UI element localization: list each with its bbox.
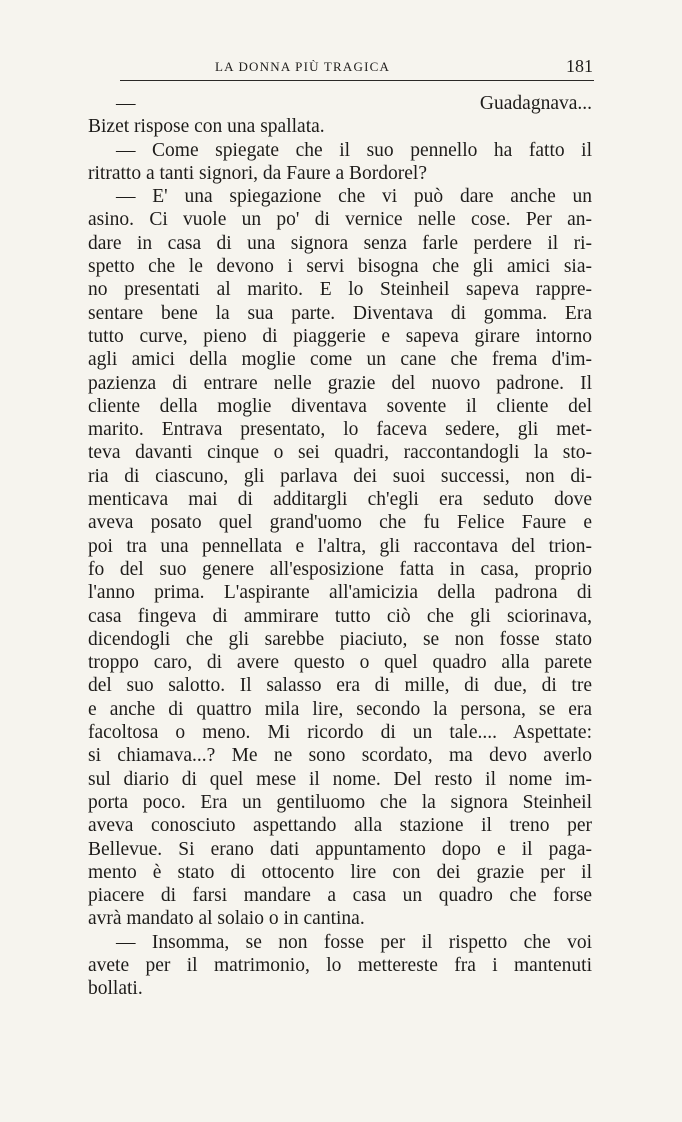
text-line: l'anno prima. L'aspirante all'amicizia della padrona di [88,582,592,604]
text-line: aveva conosciuto aspettando alla stazione il treno per [88,815,592,837]
text-line: — Insomma, se non fosse per il rispetto che voi [116,931,592,953]
text-line: sul diario di quel mese il nome. Del resto il nome im- [88,768,592,790]
text-line: mento è stato di ottocento lire con dei grazie per il [88,861,592,883]
text-line: del suo salotto. Il salasso era di mille, di due, di tre [88,675,592,697]
text-line: ritratto a tanti signori, da Faure a Bordorel? [88,162,427,184]
text-line: facoltosa o meno. Mi ricordo di un tale.... Aspettate: [88,722,592,744]
text-line: dare in casa di una signora senza farle perdere il ri- [88,232,592,254]
text-line: sentare bene la sua parte. Diventava di gomma. Era [88,302,592,324]
text-line: — Come spiegate che il suo pennello ha fatto il [116,139,592,161]
text-line: spetto che le devono i servi bisogna che gli amici sia- [88,256,592,278]
page-header [123,56,593,78]
running-title: LA DONNA PIÙ TRAGICA [215,59,391,74]
text-line: aveva posato quel grand'uomo che fu Felice Faure e [88,512,592,534]
text-line: porta poco. Era un gentiluomo che la signora Steinheil [88,791,592,813]
text-line: cliente della moglie diventava sovente il cliente del [88,395,592,417]
text-line: Bizet rispose con una spallata. [88,116,325,138]
text-line: ria di ciascuno, gli parlava dei suoi successi, non di- [88,465,592,487]
text-line: pazienza di entrare nelle grazie del nuovo padrone. Il [88,372,592,394]
text-line: fo del suo genere all'esposizione fatta in casa, proprio [88,558,592,580]
text-line: dicendogli che gli sarebbe piaciuto, se non fosse stato [88,628,592,650]
text-line: avrà mandato al solaio o in cantina. [88,908,365,930]
text-line: marito. Entrava presentato, lo faceva sedere, gli met- [88,419,592,441]
text-line: casa fingeva di ammirare tutto ciò che gli sciorinava, [88,605,592,627]
page-number: 181 [566,56,593,76]
text-line: Bellevue. Si erano dati appuntamento dopo e il paga- [88,838,592,860]
text-line: menticava mai di additargli ch'egli era seduto dove [88,489,592,511]
header-rule [120,80,594,81]
text-line: no presentati al marito. E lo Steinheil sapeva rappre- [88,279,592,301]
text-line: e anche di quattro mila lire, secondo la persona, se era [88,698,592,720]
text-line: si chiamava...? Me ne sono scordato, ma devo averlo [88,745,592,767]
text-line: bollati. [88,978,143,1000]
text-line: — E' una spiegazione che vi può dare anche un [116,186,592,208]
text-line: piacere di farsi mandare a casa un quadro che forse [88,885,592,907]
text-line: asino. Ci vuole un po' di vernice nelle cose. Per an- [88,209,592,231]
text-line: tutto curve, pieno di piaggerie e sapeva girare intorno [88,325,592,347]
text-line: avete per il matrimonio, lo mettereste fra i mantenuti [88,954,592,976]
body-text [88,92,592,1001]
text-line: poi tra una pennellata e l'altra, gli raccontava del trion- [88,535,592,557]
text-line: teva davanti cinque o sei quadri, raccontandogli la sto- [88,442,592,464]
text-line: troppo caro, di avere questo o quel quadro alla parete [88,652,592,674]
text-line: — Guadagnava... [116,93,592,114]
text-line: agli amici della moglie come un cane che frema d'im- [88,349,592,371]
